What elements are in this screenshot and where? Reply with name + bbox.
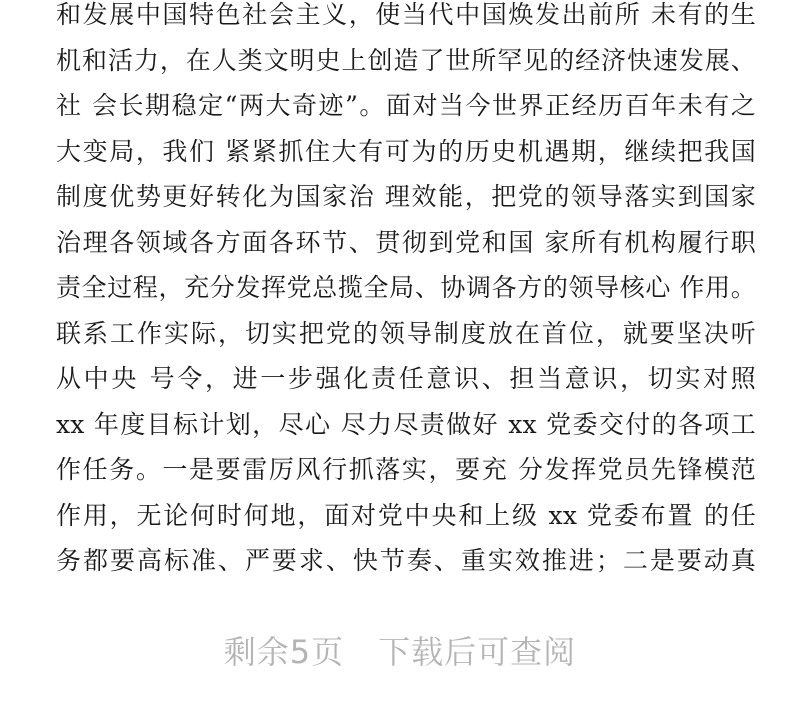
text-line: 作用，无论何时何地，面对党中央和上级 xx 党委布置 的任	[56, 500, 756, 530]
download-to-view-label: 下载后可查阅	[378, 633, 577, 671]
text-line: 作任务。一是要雷厉风行抓落实，要充 分发挥党员先锋模范	[56, 455, 756, 484]
text-line: 社 会长期稳定“两大奇迹”。面对当今世界正经历百年未有之	[56, 91, 756, 120]
download-to-read-more-link[interactable]	[0, 628, 800, 676]
text-line: 从中央 号令，进一步强化责任意识、担当意识，切实对照	[56, 364, 756, 393]
text-line: 联系工作实际，切实把党的领导制度放在首位，就要坚决听	[56, 318, 756, 348]
text-line: 和发展中国特色社会主义，使当代中国焕发出前所 未有的生	[56, 0, 756, 29]
text-line: xx 年度目标计划，尽心 尽力尽责做好 xx 党委交付的各项工	[56, 409, 756, 439]
text-line: 务都要高标准、严要求、快节奏、重实效推进；二是要动真	[56, 546, 756, 575]
text-line: 机和活力，在人类文明史上创造了世所罕见的经济快速发展、	[56, 45, 756, 75]
text-line: 责全过程，充分发挥党总揽全局、协调各方的领导核心 作用。	[56, 273, 756, 302]
remaining-pages-label: 剩余5页	[223, 633, 345, 671]
text-line: 制度优势更好转化为国家治 理效能，把党的领导落实到国家	[56, 182, 756, 211]
document-body	[56, 0, 756, 584]
text-line: 治理各领域各方面各环节、贯彻到党和国 家所有机构履行职	[56, 227, 756, 257]
text-line: 大变局，我们 紧紧抓住大有可为的历史机遇期，继续把我国	[56, 136, 756, 166]
